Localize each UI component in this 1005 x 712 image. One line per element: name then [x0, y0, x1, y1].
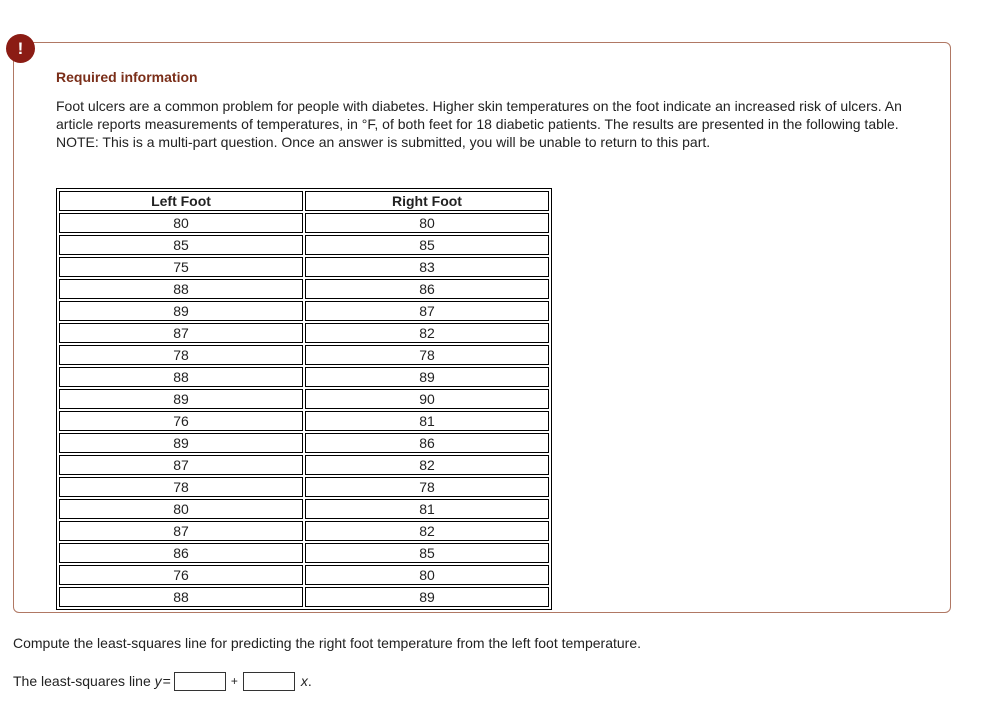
- left-foot-cell: 80: [59, 213, 303, 233]
- table-row: [59, 323, 549, 343]
- table-row: [59, 411, 549, 431]
- right-foot-cell: 90: [305, 389, 549, 409]
- y-variable: y: [154, 673, 162, 689]
- left-foot-cell: 78: [59, 477, 303, 497]
- left-foot-cell: 78: [59, 345, 303, 365]
- left-foot-cell: 88: [59, 279, 303, 299]
- table-header-row: [59, 191, 549, 211]
- period: .: [307, 673, 312, 689]
- required-information-panel: [13, 42, 951, 613]
- problem-description: [56, 97, 916, 151]
- left-foot-cell: 80: [59, 499, 303, 519]
- table-row: [59, 587, 549, 607]
- left-foot-cell: 89: [59, 301, 303, 321]
- left-foot-cell: 76: [59, 411, 303, 431]
- table-row: [59, 543, 549, 563]
- table-row: [59, 345, 549, 365]
- left-foot-cell: 76: [59, 565, 303, 585]
- table-row: [59, 279, 549, 299]
- right-foot-cell: 80: [305, 213, 549, 233]
- slope-input[interactable]: [243, 672, 295, 691]
- table-row: [59, 477, 549, 497]
- right-foot-cell: 86: [305, 279, 549, 299]
- table-row: [59, 389, 549, 409]
- left-foot-cell: 75: [59, 257, 303, 277]
- left-foot-cell: 87: [59, 323, 303, 343]
- right-foot-cell: 89: [305, 587, 549, 607]
- right-foot-cell: 78: [305, 345, 549, 365]
- equals-sign: =: [162, 673, 171, 689]
- info-title: Required information: [56, 69, 198, 85]
- left-foot-cell: 89: [59, 433, 303, 453]
- table-row: [59, 257, 549, 277]
- table-row: [59, 235, 549, 255]
- right-foot-cell: 81: [305, 499, 549, 519]
- right-foot-cell: 89: [305, 367, 549, 387]
- table-row: [59, 433, 549, 453]
- left-foot-cell: 88: [59, 367, 303, 387]
- left-foot-header: Left Foot: [59, 191, 303, 211]
- right-foot-cell: 87: [305, 301, 549, 321]
- table-row: [59, 213, 549, 233]
- right-foot-cell: 85: [305, 235, 549, 255]
- table-row: [59, 301, 549, 321]
- answer-line: [13, 670, 312, 692]
- right-foot-cell: 83: [305, 257, 549, 277]
- table-row: [59, 455, 549, 475]
- left-foot-cell: 86: [59, 543, 303, 563]
- plus-sign: +: [230, 674, 238, 688]
- left-foot-cell: 88: [59, 587, 303, 607]
- right-foot-cell: 82: [305, 323, 549, 343]
- right-foot-cell: 81: [305, 411, 549, 431]
- right-foot-header: Right Foot: [305, 191, 549, 211]
- temperature-table: [56, 188, 552, 610]
- table-row: [59, 521, 549, 541]
- right-foot-cell: 86: [305, 433, 549, 453]
- left-foot-cell: 89: [59, 389, 303, 409]
- left-foot-cell: 87: [59, 521, 303, 541]
- right-foot-cell: 82: [305, 455, 549, 475]
- table-row: [59, 565, 549, 585]
- x-variable: x: [300, 673, 308, 689]
- alert-icon: !: [6, 34, 35, 63]
- table-row: [59, 499, 549, 519]
- left-foot-cell: 85: [59, 235, 303, 255]
- table-row: [59, 367, 549, 387]
- answer-prefix: The least-squares line: [13, 673, 155, 689]
- question-prompt: Compute the least-squares line for predicting the right foot temperature from the left foot temperature.: [13, 635, 641, 651]
- intercept-input[interactable]: [174, 672, 226, 691]
- right-foot-cell: 78: [305, 477, 549, 497]
- problem-paragraph: Foot ulcers are a common problem for people with diabetes. Higher skin temperatures on the foot indicate an increased risk of ulcers. An article reports measurements of temperatures, in °F, of both feet for 18 diabetic patients. The results are presented in the following table.: [56, 98, 902, 132]
- right-foot-cell: 82: [305, 521, 549, 541]
- left-foot-cell: 87: [59, 455, 303, 475]
- multi-part-note: NOTE: This is a multi-part question. Once an answer is submitted, you will be unable to return to this part.: [56, 134, 711, 150]
- right-foot-cell: 80: [305, 565, 549, 585]
- right-foot-cell: 85: [305, 543, 549, 563]
